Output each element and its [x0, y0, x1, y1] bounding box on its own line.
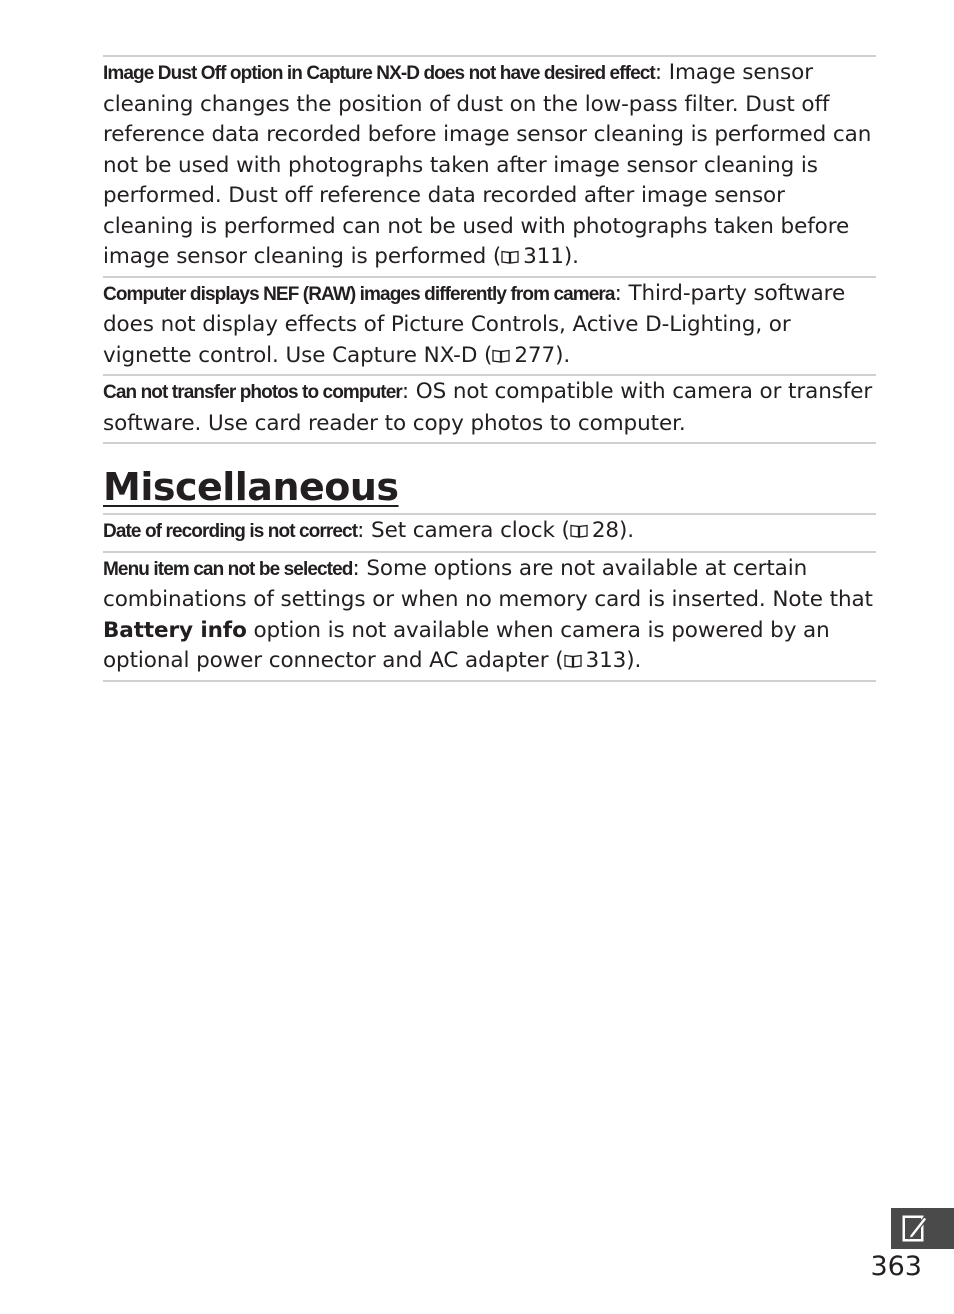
- section-tab: [891, 1208, 954, 1249]
- entry-text: : Set camera clock (: [357, 518, 570, 543]
- troubleshooting-entry: [103, 513, 876, 551]
- entry-text-end: ).: [563, 244, 579, 269]
- entry-text-end: ).: [619, 518, 635, 543]
- menu-option-name: Battery info: [103, 617, 247, 643]
- entry-term: Menu item can not be selected: [103, 558, 353, 580]
- troubleshooting-entry: [103, 276, 876, 375]
- book-reference-icon: [564, 654, 582, 668]
- book-reference-icon: [501, 250, 519, 264]
- section-title-text: Miscellaneous: [103, 465, 399, 509]
- entry-text-end: ).: [555, 342, 571, 368]
- entry-text: option is not available when camera is powered by an optional power connector and AC adapter (: [103, 617, 830, 673]
- entry-text-end: ).: [626, 648, 642, 673]
- page-reference[interactable]: 28: [591, 518, 619, 543]
- entry-term: Image Dust Off option in Capture NX-D does not have desired effect: [103, 63, 655, 84]
- entry-term: Date of recording is not correct: [103, 521, 358, 542]
- page-reference[interactable]: 277: [514, 342, 556, 368]
- troubleshooting-entry: [103, 55, 876, 276]
- section-title: [103, 464, 876, 510]
- page-reference[interactable]: 311: [523, 244, 564, 269]
- page-reference[interactable]: 313: [585, 648, 627, 673]
- entry-term: Can not transfer photos to computer: [103, 382, 402, 403]
- book-reference-icon: [492, 349, 510, 363]
- book-reference-icon: [570, 524, 588, 538]
- entry-text: : Image sensor cleaning changes the position of dust on the low-pass filter. Dust off reference data recorded before image sensor cleaning is performed can not be used with photographs taken after image sensor cleaning is performed. Dust off reference data recorded after image sensor cleaning is performed can not be used with photographs taken before image sensor cleaning is performed (: [103, 60, 872, 269]
- troubleshooting-entry: [103, 374, 876, 444]
- entry-term: Computer displays NEF (RAW) images differently from camera: [103, 283, 615, 305]
- page-content: [103, 55, 876, 682]
- troubleshooting-entry: [103, 551, 876, 682]
- page-number: 363: [870, 1251, 922, 1282]
- entry-text: : OS not compatible with camera or transfer software. Use card reader to copy photos to computer.: [103, 379, 873, 436]
- pencil-note-icon: [901, 1213, 931, 1244]
- entry-text: : Third-party software does not display effects of Picture Controls, Active D-Lighting, or vignette control. Use Capture NX-D (: [103, 280, 846, 368]
- entry-text: : Some options are not available at certain combinations of settings or when no memory card is inserted. Note that: [103, 555, 873, 612]
